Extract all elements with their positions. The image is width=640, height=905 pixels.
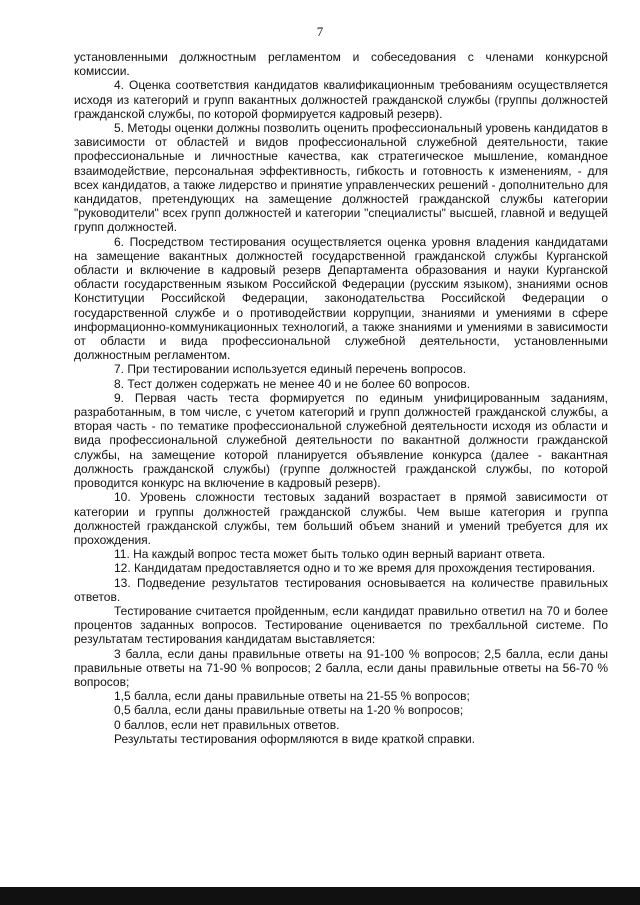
score-1-5-points: 1,5 балла, если даны правильные ответы на 21-55 % вопросов; [114, 689, 470, 704]
score-3-points: 3 балла, если даны правильные ответы на 91-100 % вопросов; 2,5 балла, если даны правильные ответы на 71-90 % вопросов; 2 балла, если даны правильные ответы на 56-70 % вопросов; [74, 646, 608, 689]
paragraph-9: 9. Первая часть теста формируется по единым унифицированным заданиям, разработанным, в том числе, с учетом категорий и групп должностей гражданской службы, а вторая часть - по тематике профессиональной служебной деятельности исходя из области и вида профессиональной служебной деятельности по вакантной должности гражданской службы, на замещение которой планируется объявление конкурса (далее - вакантная должность гражданской службы) (группе должностей гражданской службы, по которой проводится конкурс на включение в кадровый резерв). [74, 390, 608, 491]
scan-bottom-edge [0, 887, 640, 905]
paragraph-5: 5. Методы оценки должны позволить оценить профессиональный уровень кандидатов в зависимости от областей и видов профессиональной служебной деятельности, такие профессиональные и личностные качества, как стратегическое мышление, командное взаимодействие, персональная эффективность, гибкость и готовность к изменениям, - для всех кандидатов, а также лидерство и принятие управленческих решений - дополнительно для кандидатов, претендующих на замещение должностей гражданской службы категории "руководители" всех групп должностей и категории "специалисты" высшей, главной и ведущей групп должностей. [74, 121, 608, 235]
score-0-5-points: 0,5 балла, если даны правильные ответы на 1-20 % вопросов; [114, 703, 464, 718]
document-body [74, 50, 608, 746]
score-0-points: 0 баллов, если нет правильных ответов. [114, 717, 340, 732]
paragraph-10: 10. Уровень сложности тестовых заданий возрастает в прямой зависимости от категории и группы должностей гражданской службы. Чем выше категория и группа должностей гражданской службы, тем больший объем знаний и умений требуется для их прохождения. [74, 490, 608, 547]
paragraph-4: 4. Оценка соответствия кандидатов квалификационным требованиям осуществляется исходя из категорий и групп вакантных должностей гражданской службы (группы должностей гражданской службы, по которой формируется кадровый резерв). [74, 78, 608, 121]
paragraph-results: Результаты тестирования оформляются в виде краткой справки. [114, 731, 475, 746]
paragraph-6: 6. Посредством тестирования осуществляется оценка уровня владения кандидатами на замещение вакантных должностей государственной гражданской службы Курганской области и включение в кадровый резерв Департамента образования и науки Курганской области государственным языком Российской Федерации (русским языком), знаниями основ Конституции Российской Федерации, законодательства Российской Федерации о государственной службе и о противодействии коррупции, знаниями и умениями в сфере информационно-коммуникационных технологий, а также знаниями и умениями в зависимости от области и вида профессиональной служебной деятельности, установленными должностным регламентом. [74, 234, 608, 363]
paragraph-13: 13. Подведение результатов тестирования основывается на количестве правильных ответов. [74, 575, 608, 604]
paragraph-continuation: установленными должностным регламентом и собеседования с членами конкурсной комиссии. [74, 50, 608, 79]
paragraph-11: 11. На каждый вопрос теста может быть только один верный вариант ответа. [114, 547, 546, 562]
paragraph-7: 7. При тестировании используется единый перечень вопросов. [114, 362, 467, 377]
page-number: 7 [316, 24, 324, 39]
paragraph-8: 8. Тест должен содержать не менее 40 и не более 60 вопросов. [114, 376, 471, 391]
paragraph-testing-passed: Тестирование считается пройденным, если кандидат правильно ответил на 70 и более процентов заданных вопросов. Тестирование оценивается по трехбалльной системе. По результатам тестирования кандидатам выставляется: [74, 603, 608, 647]
paragraph-12: 12. Кандидатам предоставляется одно и то же время для прохождения тестирования. [114, 561, 596, 576]
